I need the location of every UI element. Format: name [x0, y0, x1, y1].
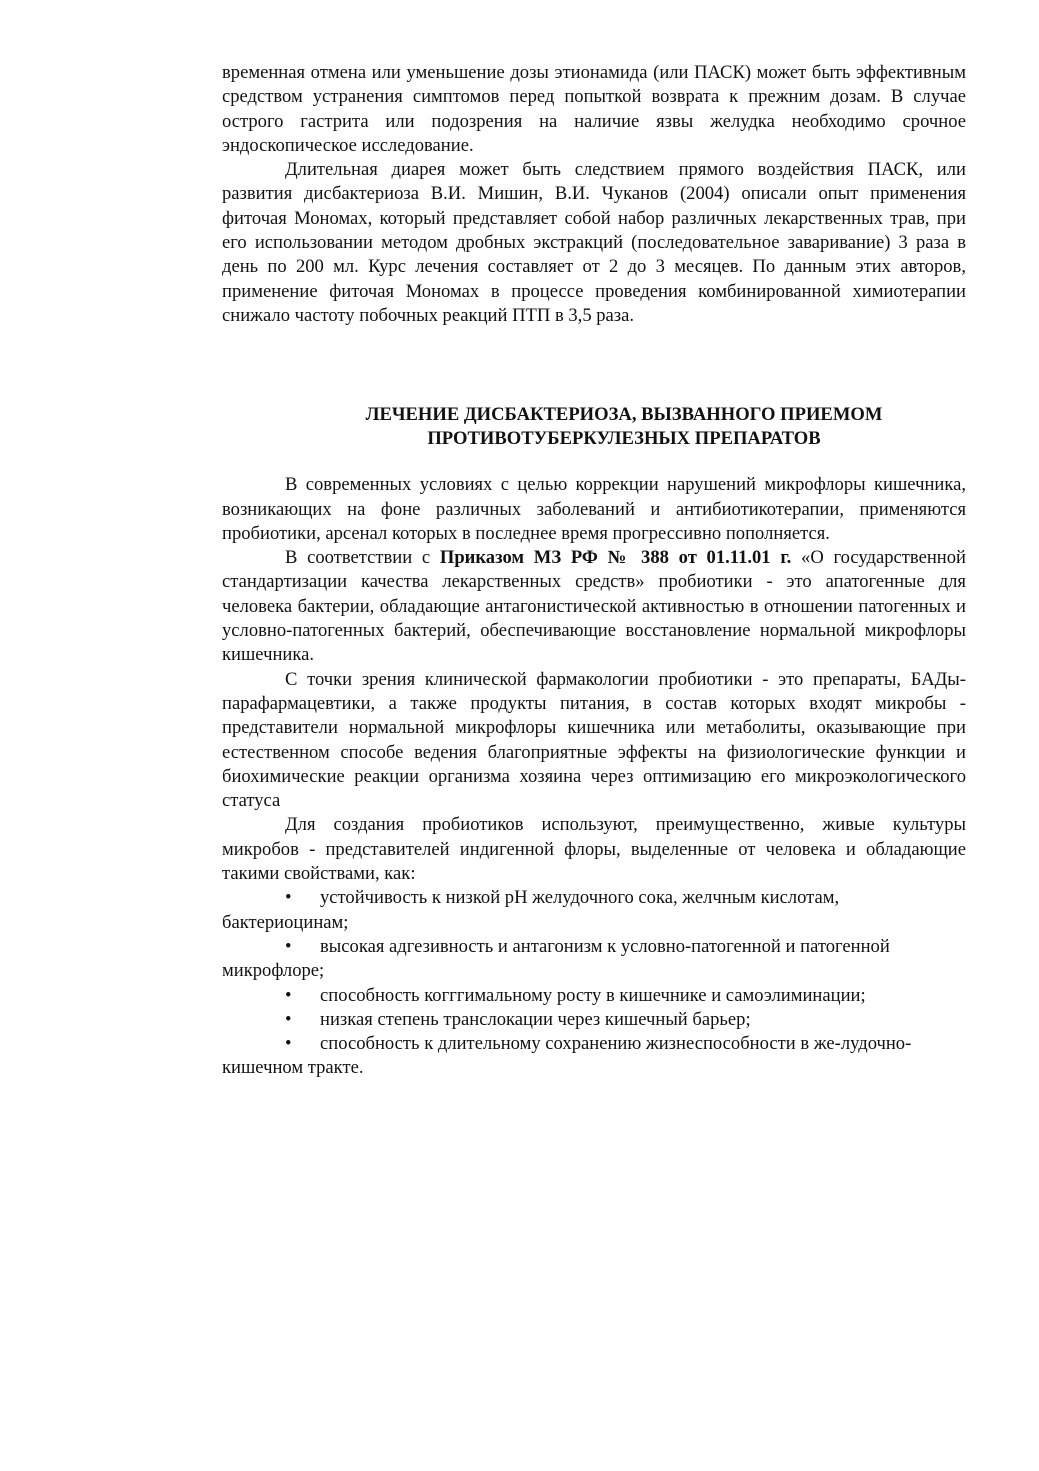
paragraph-2-suffix: «О государственной стандартизации качества лекарственных средств» пробиотики - это апатогенные для человека бактерии, обладающие антагонистической активностью в отношении патогенных и условно-патогенных бактерий, обеспечивающие восстановление нормальной микрофлоры кишечника. — [222, 547, 966, 666]
bullet-icon: • — [285, 984, 292, 1006]
intro-paragraph-1: временная отмена или уменьшение дозы этионамида (или ПАСК) может быть эффективным средством устранения симптомов перед попыткой возврата к прежним дозам. В случае острого гастрита или подозрения на наличие язвы желудка необходимо срочное эндоскопическое исследование. — [222, 62, 966, 156]
section-heading-line-1: ЛЕЧЕНИЕ ДИСБАКТЕРИОЗА, ВЫЗВАННОГО ПРИЕМОМ — [365, 404, 883, 426]
list-item — [222, 935, 966, 984]
intro-paragraph-2: Длительная диарея может быть следствием прямого воздействия ПАСК, или развития дисбактериоза В.И. Мишин, В.И. Чуканов (2004) описали опыт применения фиточая Мономах, который представляет собой набор различных лекарственных трав, при его использовании методом дробных экстракций (последовательное заваривание) 3 раза в день по 200 мл. Курс лечения составляет от 2 до 3 месяцев. По данным этих авторов, применение фиточая Мономах в процессе проведения комбинированной химиотерапии снижало частоту побочных реакций ПТП в 3,5 раза. — [222, 159, 966, 326]
list-item-text: высокая адгезивность и антагонизм к условно-патогенной и патогенной микрофлоре; — [222, 935, 890, 982]
list-item — [222, 886, 966, 935]
list-item-text: способность когггимальному росту в кишечнике и самоэлиминации; — [320, 984, 866, 1006]
bullet-icon: • — [285, 1033, 292, 1055]
bullet-icon: • — [285, 1008, 292, 1030]
list-item — [222, 1032, 966, 1081]
section-paragraph-4: Для создания пробиотиков используют, преимущественно, живые культуры микробов - представителей индигенной флоры, выделенные от человека и обладающие такими свойствами, как: — [222, 814, 966, 885]
section-paragraph-3: С точки зрения клинической фармакологии пробиотики - это препараты, БАДы-парафармацевтики, а также продукты питания, в состав которых входят микробы - представители нормальной микрофлоры кишечника или метаболиты, оказывающие при естественном способе ведения благоприятные эффекты на физиологические функции и биохимические реакции организма хозяина через оптимизацию его микроэкологического статуса — [222, 668, 966, 812]
bullet-icon: • — [285, 935, 292, 957]
list-item — [222, 984, 966, 1008]
document-page — [222, 61, 966, 1081]
section-paragraph-2 — [222, 546, 966, 667]
list-item-text: способность к длительному сохранению жизнеспособности в же-лудочно-кишечном тракте. — [222, 1033, 912, 1079]
section-heading-line-2: ПРОТИВОТУБЕРКУЛЕЗНЫХ ПРЕПАРАТОВ — [427, 428, 821, 450]
section-heading — [222, 403, 966, 451]
section-paragraph-1: В современных условиях с целью коррекции нарушений микрофлоры кишечника, возникающих на фоне различных заболеваний и антибиотикотерапии, применяются пробиотики, арсенал которых в последнее время прогрессивно пополняется. — [222, 474, 966, 544]
properties-list — [222, 886, 966, 1080]
list-item-text: низкая степень транслокации через кишечный барьер; — [320, 1008, 751, 1030]
list-item-text: устойчивость к низкой рН желудочного сока, желчным кислотам, бактериоцинам; — [222, 887, 840, 933]
order-reference: Приказом МЗ РФ № 388 от 01.11.01 г. — [439, 547, 792, 569]
bullet-icon: • — [285, 887, 292, 909]
list-item — [222, 1008, 966, 1032]
paragraph-2-prefix: В соответствии с — [285, 547, 440, 569]
